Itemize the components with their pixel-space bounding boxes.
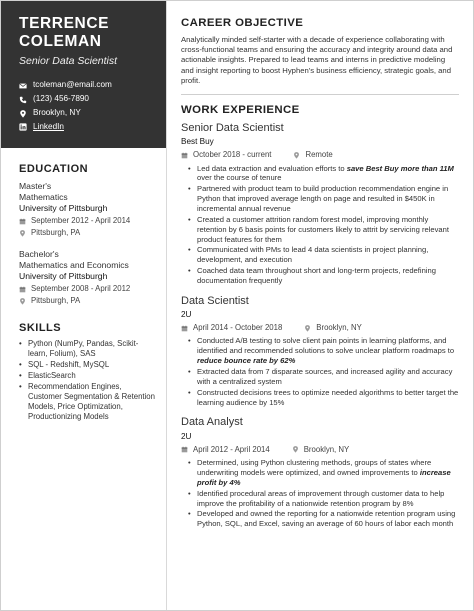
calendar-icon [181,325,188,332]
job-dates-text: April 2014 - October 2018 [193,323,283,333]
bullet-highlight: increase profit by 4% [197,467,451,487]
job-dates [181,445,270,455]
contact-list [19,80,154,132]
job-dates [181,150,271,160]
map-pin-icon [293,152,300,159]
education-dates-text: September 2012 - April 2014 [31,216,131,226]
skill-item: • SQL - Redshift, MySQL [19,360,156,370]
bullet-item [188,458,459,488]
skills-title: SKILLS [19,321,62,334]
job-meta [181,323,459,333]
candidate-role: Senior Data Scientist [19,54,118,67]
left-column [1,1,167,610]
job-title: Data Analyst [181,416,243,429]
linkedin-link[interactable]: LinkedIn [33,121,64,131]
bullet-item [188,367,459,387]
bullet-text: Partnered with product team to build production recommendation engine in Python that improved average length on page and resulted in $450K in incremental annual revenue [197,184,449,213]
bullet-text: Extracted data from 7 disparate sources, and increased agility and accuracy with a centralized system [197,367,453,386]
calendar-icon [19,218,26,225]
job-location [304,323,362,333]
degree-level: Master's [19,180,52,191]
envelope-icon [19,82,27,90]
job-dates [181,323,282,333]
job-bullets [181,336,459,407]
job-title: Data Scientist [181,294,249,307]
education-location [19,296,156,306]
phone-icon [19,96,27,104]
bullet-text: Coached data team throughout short and long-term projects, redefining documentation frequently [197,266,436,285]
bullet-highlight: save Best Buy more than 11M [346,163,454,173]
experience-title: WORK EXPERIENCE [181,103,300,116]
education-dates [19,216,156,226]
job-location [293,150,332,160]
candidate-name [19,15,154,51]
job-location-text: Remote [305,150,333,160]
linkedin-icon [19,123,27,131]
school-name: University of Pittsburgh [19,270,108,281]
job-location-text: Brooklyn, NY [303,444,350,454]
education-location [19,228,156,238]
job-entry [181,294,459,408]
skill-item: • Recommendation Engines, Customer Segmentation & Retention Models, Price Optimization, Productionizing Models [19,382,156,422]
right-column [167,1,473,610]
bullet-item [188,215,459,245]
bullet-item [188,388,459,408]
job-title: Senior Data Scientist [181,121,284,134]
education-dates [19,284,156,294]
job-entry [181,415,459,529]
calendar-icon [181,446,188,453]
objective-title: CAREER OBJECTIVE [181,17,304,29]
degree-field: Mathematics [19,191,68,202]
bullet-text: Developed and owned the reporting for a nationwide retention program using Python, SQL, and Excel, saving an average of 60 hours of labor each month [197,509,456,529]
job-dates-text: October 2018 - current [193,150,272,160]
left-body [1,148,166,422]
bullet-text: Led data extraction and evaluation efforts to [197,163,347,173]
bullet-item [188,184,459,214]
skill-item: • Python (NumPy, Pandas, Scikit-learn, Folium), SAS [19,339,156,359]
contact-location [19,108,154,119]
calendar-icon [181,152,188,159]
company-name: 2U [181,310,192,320]
job-bullets [181,458,459,529]
education-dates-text: September 2008 - April 2012 [31,284,131,294]
education-title: EDUCATION [19,163,89,175]
degree-level: Bachelor's [19,248,59,259]
bullet-item [188,489,459,509]
map-pin-icon [292,446,299,453]
phone-text: (123) 456-7890 [33,94,89,104]
objective-section [181,16,459,86]
job-location-text: Brooklyn, NY [316,323,362,333]
email-text: tcoleman@email.com [33,80,112,90]
map-pin-icon [304,325,311,332]
bullet-item [188,266,459,286]
job-dates-text: April 2012 - April 2014 [193,444,270,454]
job-meta [181,150,459,160]
name-last: COLEMAN [19,32,102,50]
skill-item: • ElasticSearch [19,371,156,381]
education-item [19,249,156,307]
education-item [19,181,156,239]
bullet-text: Determined, using Python clustering methods, groups of states where underwriting models were optimized, and owned improvements to [197,458,432,477]
skills-section [19,321,156,422]
map-pin-icon [19,110,27,118]
bullet-text: Communicated with PMs to lead 4 data scientists in project planning, development, and execution [197,245,429,265]
bullet-item [188,336,459,366]
contact-email[interactable] [19,80,154,91]
bullet-text-end: over the course of tenure [197,173,282,183]
contact-linkedin[interactable] [19,122,154,133]
header-panel [1,1,166,148]
bullet-item [188,245,459,265]
experience-section [181,103,459,529]
education-location-text: Pittsburgh, PA [31,228,81,238]
skills-list [19,339,156,422]
job-location [292,445,350,455]
education-section [19,162,156,307]
job-meta [181,445,459,455]
contact-phone[interactable] [19,94,154,105]
company-name: Best Buy [181,137,214,147]
bullet-item [188,164,459,184]
bullet-text: Conducted A/B testing to solve client pain points in learning platforms, and identified and recommended solutions to solve unclear platform roadmaps to [197,336,455,356]
job-entry [181,121,459,286]
job-bullets [181,164,459,286]
map-pin-icon [19,298,26,305]
location-text: Brooklyn, NY [33,108,81,118]
bullet-text: Created a customer attrition random forest model, improving monthly retention by 6 basis points for customers likely to attrit by servicing relevant product features for them [197,214,449,244]
name-first: TERRENCE [19,15,110,32]
degree-field: Mathematics and Economics [19,259,129,270]
objective-text: Analytically minded self-starter with a decade of experience collaborating with cross-functional teams and ensuring the accuracy and integrity around data and actionable insights. Prepared to lead teams and interns in predictive modeling and insight reporting to boost Hyphen's business efficiency, strategic goals, and profit. [181,35,453,85]
bullet-highlight: reduce bounce rate by 62% [197,356,296,366]
calendar-icon [19,286,26,293]
education-location-text: Pittsburgh, PA [31,296,81,306]
bullet-text: Constructed decisions trees to optimize needed algorithms to better target the learning audience by 15% [197,387,459,407]
bullet-text: Identified procedural areas of improvement through customer data to help improve the profitability of a nationwide retention program by 8% [197,488,445,508]
section-divider [181,94,459,95]
school-name: University of Pittsburgh [19,202,108,213]
map-pin-icon [19,230,26,237]
company-name: 2U [181,431,192,441]
bullet-item [188,509,459,529]
